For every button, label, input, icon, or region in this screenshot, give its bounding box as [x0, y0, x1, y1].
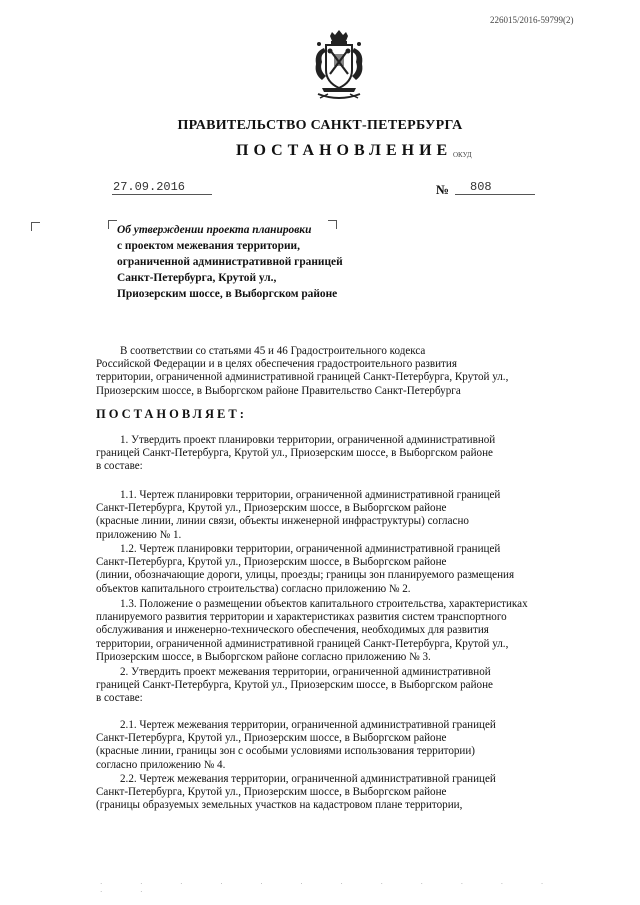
- subject-line: Об утверждении проекта планировки: [117, 224, 312, 236]
- subject-line: Приозерским шоссе, в Выборгском районе: [117, 288, 338, 300]
- preamble-line: Приозерским шоссе, в Выборгском районе Правительство Санкт-Петербурга: [96, 384, 461, 397]
- paragraph-line: в составе:: [96, 460, 143, 473]
- paragraph-line: планируемого развития территории и характеристиках развития систем транспортного: [96, 611, 507, 624]
- paragraph-line: 2.2. Чертеж межевания территории, ограниченной административной границей: [120, 773, 496, 785]
- paragraph-line: в составе:: [96, 692, 143, 705]
- paragraph-line: 1.3. Положение о размещении объектов капитального строительства, характеристиках: [120, 598, 528, 610]
- scan-artifacts: · · · · · · · · · · · · · ·: [100, 880, 562, 896]
- coat-of-arms-emblem: [310, 30, 368, 104]
- document-number: 226015/2016-59799(2): [490, 15, 574, 25]
- okud-label: ОКУД: [453, 151, 472, 159]
- paragraph-line: согласно приложению № 4.: [96, 758, 226, 771]
- number-label: №: [436, 182, 450, 197]
- subject-line: Санкт-Петербурга, Крутой ул.,: [117, 272, 277, 284]
- government-title: ПРАВИТЕЛЬСТВО САНКТ-ПЕТЕРБУРГА: [177, 118, 463, 133]
- subject-line: с проектом межевания территории,: [117, 240, 300, 252]
- decree-date: 27.09.2016: [113, 180, 186, 194]
- paragraph-1-1: [96, 489, 591, 542]
- paragraph-line: Санкт-Петербурга, Крутой ул., Приозерским шоссе, в Выборгском районе: [96, 556, 447, 569]
- paragraph-line: Санкт-Петербурга, Крутой ул., Приозерским шоссе, в Выборгском районе: [96, 786, 447, 799]
- number-underline: [455, 194, 535, 195]
- paragraph-line: объектов капитального строительства) согласно приложению № 2.: [96, 582, 411, 595]
- corner-mark-subject-left: [108, 220, 117, 229]
- preamble-line: Российской Федерации и в целях обеспечения градостроительного развития: [96, 358, 457, 371]
- paragraph-line: территории, ограниченной административной границей Санкт-Петербурга, Крутой ул.,: [96, 637, 509, 650]
- decree-subject: [117, 222, 343, 302]
- preamble-line: территории, ограниченной административной границей Санкт-Петербурга, Крутой ул.,: [96, 371, 509, 384]
- paragraph-2-1: [96, 719, 591, 772]
- paragraph-line: Санкт-Петербурга, Крутой ул., Приозерским шоссе, в Выборгском районе: [96, 502, 447, 515]
- paragraph-line: приложению № 1.: [96, 528, 182, 541]
- paragraph-line: (красные линии, границы зон с особыми условиями использования территории): [96, 745, 476, 758]
- paragraph-line: границей Санкт-Петербурга, Крутой ул., Приозерским шоссе, в Выборгском районе: [96, 679, 493, 692]
- paragraph-line: 1.1. Чертеж планировки территории, ограниченной административной границей: [120, 489, 501, 501]
- paragraph-line: (границы образуемых земельных участков на кадастровом плане территории,: [96, 799, 463, 812]
- paragraph-line: Санкт-Петербурга, Крутой ул., Приозерским шоссе, в Выборгском районе: [96, 732, 447, 745]
- resolves-heading: ПОСТАНОВЛЯЕТ:: [96, 407, 247, 421]
- paragraph-line: границей Санкт-Петербурга, Крутой ул., Приозерским шоссе, в Выборгском районе: [96, 447, 493, 460]
- paragraph-line: 1. Утвердить проект планировки территории, ограниченной административной: [120, 434, 496, 446]
- date-underline: [112, 194, 212, 195]
- paragraph-line: (красные линии, линии связи, объекты инженерной инфраструктуры) согласно: [96, 515, 469, 528]
- paragraph-1-3: [96, 598, 591, 664]
- paragraph-line: Приозерским шоссе, в Выборгском районе согласно приложению № 3.: [96, 650, 431, 663]
- corner-mark-left: [31, 222, 40, 231]
- decree-number: 808: [470, 180, 492, 194]
- paragraph-line: 2. Утвердить проект межевания территории, ограниченной административной: [120, 666, 491, 678]
- paragraph-2: [96, 666, 591, 706]
- paragraph-1: [96, 434, 591, 474]
- paragraph-1-2: [96, 543, 591, 596]
- decree-title: ПОСТАНОВЛЕНИЕ: [236, 142, 453, 159]
- paragraph-line: обслуживания и инженерно-технического обеспечения, необходимых для развития: [96, 624, 489, 637]
- paragraph-line: (линии, обозначающие дороги, улицы, проезды; границы зон планируемого размещения: [96, 569, 515, 582]
- preamble-line: В соответствии со статьями 45 и 46 Градостроительного кодекса: [120, 345, 426, 357]
- preamble-paragraph: [96, 345, 591, 398]
- subject-line: ограниченной административной границей: [117, 256, 343, 268]
- paragraph-line: 1.2. Чертеж планировки территории, ограниченной административной границей: [120, 543, 501, 555]
- paragraph-2-2: [96, 773, 591, 813]
- paragraph-line: 2.1. Чертеж межевания территории, ограниченной административной границей: [120, 719, 496, 731]
